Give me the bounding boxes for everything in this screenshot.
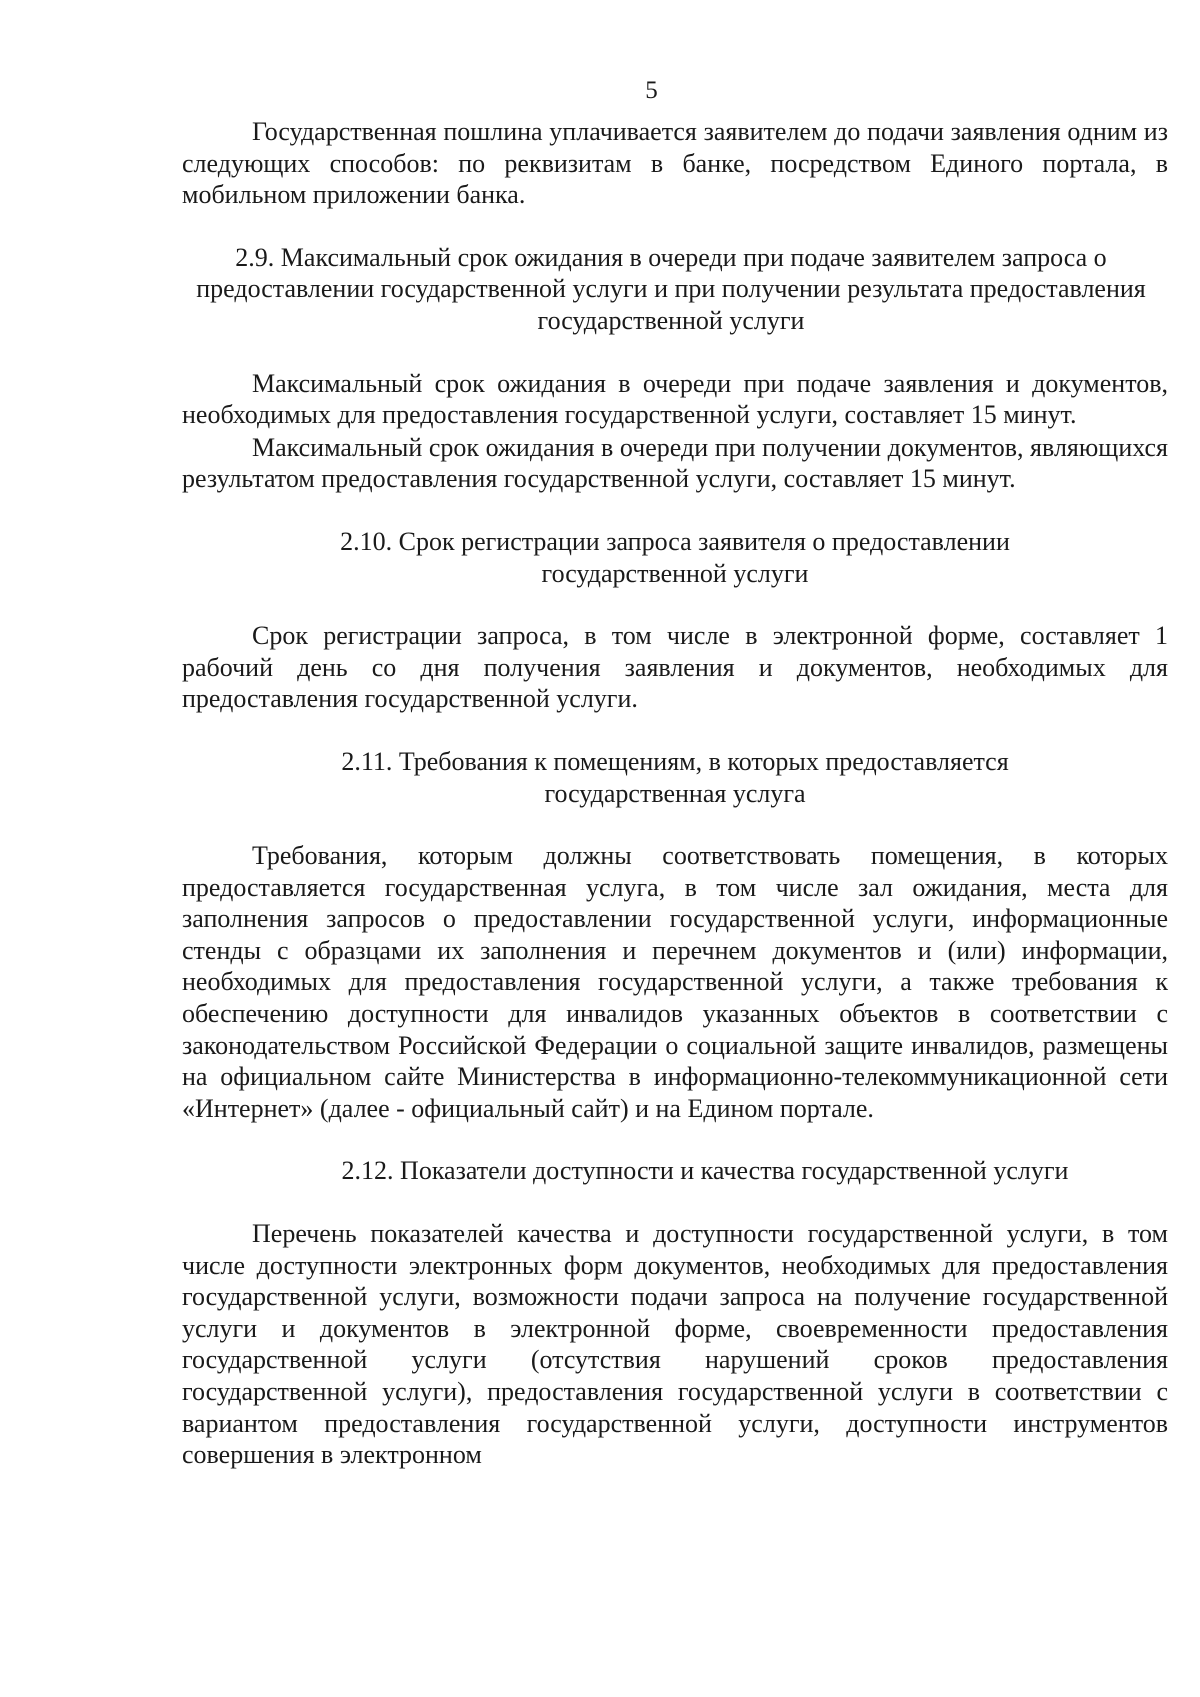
document-body xyxy=(182,116,1168,1471)
heading-2-11: 2.11. Требования к помещениям, в которых предоставляется государственная услуга xyxy=(341,746,1009,808)
paragraph-quality-indicators: Перечень показателей качества и доступности государственной услуги, в том числе доступности электронных форм документов, необходимых для предоставления государственной услуги, возможности подачи запроса на получение государственной услуги и документов в электронной форме, своевременности предоставления государственной услуги (отсутствия нарушений сроков предоставления государственной услуги), предоставления государственной услуги в соответствии с вариантом предоставления государственной услуги, доступности инструментов совершения в электронном xyxy=(182,1219,1168,1470)
paragraph-registration-term: Срок регистрации запроса, в том числе в электронной форме, составляет 1 рабочий день со дня получения заявления и документов, необходимых для предоставления государственной услуги. xyxy=(182,621,1168,714)
heading-2-9: 2.9. Максимальный срок ожидания в очереди при подаче заявителем запроса о предоставлении государственной услуги и при получении результата предоставления государственной услуги xyxy=(196,242,1146,335)
heading-2-10: 2.10. Срок регистрации запроса заявителя о предоставлении государственной услуги xyxy=(340,526,1010,588)
paragraph-queue-time-submission: Максимальный срок ожидания в очереди при подаче заявления и документов, необходимых для предоставления государственной услуги, составляет 15 минут. xyxy=(182,368,1168,430)
paragraph-queue-time-result: Максимальный срок ожидания в очереди при получении документов, являющихся результатом предоставления государственной услуги, составляет 15 минут. xyxy=(182,432,1168,494)
paragraph-state-fee: Государственная пошлина уплачивается заявителем до подачи заявления одним из следующих способов: по реквизитам в банке, посредством Единого портала, в мобильном приложении банка. xyxy=(182,117,1168,210)
page-number: 5 xyxy=(645,77,658,104)
paragraph-premises-requirements: Требования, которым должны соответствовать помещения, в которых предоставляется государственная услуга, в том числе зал ожидания, места для заполнения запросов о предоставлении государственной услуги, информационные стенды с образцами их заполнения и перечнем документов и (или) информации, необходимых для предоставления государственной услуги, а также требования к обеспечению доступности для инвалидов указанных объектов в соответствии с законодательством Российской Федерации о социальной защите инвалидов, размещены на официальном сайте Министерства в информационно-телекоммуникационной сети «Интернет» (далее - официальный сайт) и на Едином портале. xyxy=(182,841,1168,1123)
heading-2-12: 2.12. Показатели доступности и качества государственной услуги xyxy=(341,1156,1069,1186)
